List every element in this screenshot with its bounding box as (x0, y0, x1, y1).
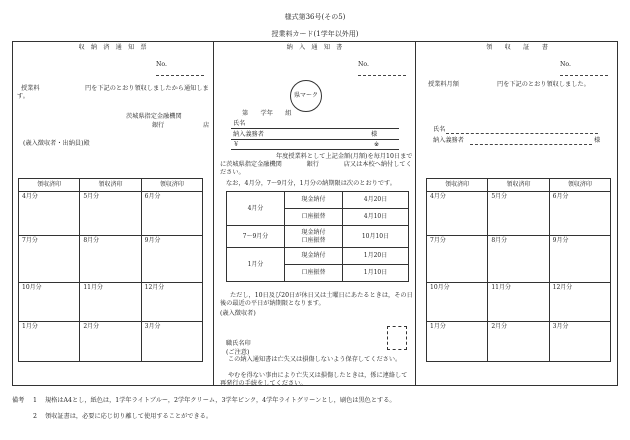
certificate-name-line (446, 133, 598, 134)
grid-cell: 1月分 (427, 322, 488, 362)
grid-cell: 4月分 (427, 192, 488, 236)
grid-cell: 9月分 (549, 236, 610, 283)
stamp-box (387, 326, 407, 350)
notice-yen: ￥ (233, 141, 240, 148)
schedule-method: 口座振替 (285, 209, 343, 226)
notice-paragraph-2: なお，4月分，7～9月分，1月分の納期限は次のとおりです。 (226, 180, 396, 187)
receipt-recipient: (歳入徴収者・出納員)殿 (23, 140, 90, 147)
grid-cell: 1月分 (19, 322, 80, 362)
notice-payee-name: 職氏名印 (226, 340, 251, 347)
grid-header: 領収済印 (19, 179, 80, 192)
schedule-period: 4月分 (227, 192, 285, 226)
certificate-payer-line (470, 144, 592, 145)
grid-header: 領収済印 (141, 179, 202, 192)
schedule-method: 現金納付 (285, 192, 343, 209)
remarks-note-2-number: 2 (33, 413, 37, 420)
grid-header: 領収済印 (427, 179, 488, 192)
grid-cell: 7月分 (427, 236, 488, 283)
grid-cell: 5月分 (80, 192, 141, 236)
grid-cell: 12月分 (549, 283, 610, 322)
grid-cell: 7月分 (19, 236, 80, 283)
schedule-period: 1月分 (227, 248, 285, 282)
notice-payer-line (231, 139, 399, 140)
receipt-no: No. (156, 61, 167, 68)
prefecture-seal: 県マーク (290, 80, 322, 112)
grid-cell: 11月分 (80, 283, 141, 322)
grid-cell: 8月分 (488, 236, 549, 283)
grid-cell: 6月分 (549, 192, 610, 236)
grid-cell: 6月分 (141, 192, 202, 236)
certificate-tuition-label: 授業料月額 (428, 81, 459, 88)
grid-header: 領収済印 (549, 179, 610, 192)
remarks-note-1: 規格はA4とし，紙色は，1学年ライトブルー，2学年クリーム，3学年ピンク，4学年ライトグリーンとし，刷色は黒色とする。 (45, 397, 396, 404)
schedule-method: 現金納付 (285, 248, 343, 265)
certificate-tuition-text: 円を下記のとおり領収しました。 (497, 81, 590, 88)
certificate-title: 領 収 証 書 (486, 44, 548, 51)
notice-title: 納 入 通 知 書 (286, 44, 343, 51)
form-number: 様式第36号(その5) (284, 13, 346, 21)
schedule-method: 口座振替 (285, 265, 343, 282)
grid-cell: 8月分 (80, 236, 141, 283)
receipt-tuition-label: 授業料 (21, 85, 40, 92)
notice-name-line (231, 128, 399, 129)
schedule-method: 現金納付 口座振替 (285, 226, 343, 248)
grid-header: 領収済印 (488, 179, 549, 192)
grid-header: 領収済印 (80, 179, 141, 192)
grid-cell: 3月分 (549, 322, 610, 362)
grid-cell: 11月分 (488, 283, 549, 322)
grid-cell: 10月分 (19, 283, 80, 322)
grid-cell: 3月分 (141, 322, 202, 362)
notice-name-label: 氏名 (233, 120, 246, 127)
notice-collector: (歳入徴収者) (220, 310, 256, 317)
notice-no-line (358, 75, 406, 76)
grid-cell: 4月分 (19, 192, 80, 236)
grid-cell: 12月分 (141, 283, 202, 322)
receipt-bank: 茨城県指定金融機関 (126, 113, 182, 120)
receipt-no-line (156, 75, 204, 76)
receipt-title: 収 納 済 通 知 票 (78, 44, 147, 51)
notice-asterisk: ※ (374, 141, 380, 148)
form-title: 授業料カード(1学年以外用) (271, 30, 359, 38)
notice-amount-line (231, 149, 399, 150)
remarks-note-1-number: 1 (33, 397, 37, 404)
grid-cell: 2月分 (488, 322, 549, 362)
certificate-payer-label: 納入義務者 (433, 137, 464, 144)
schedule-date: 1月10日 (343, 265, 409, 282)
schedule-date: 4月20日 (343, 192, 409, 209)
notice-caution-title: (ご注意) (226, 349, 250, 356)
notice-payer-label: 納入義務者 (233, 131, 264, 138)
notice-due-note: ただし，10日及び20日が休日又は土曜日にあたるときは，その日後の最近の平日が納期限となります。 (220, 292, 413, 307)
schedule-date: 1月20日 (343, 248, 409, 265)
grid-cell: 5月分 (488, 192, 549, 236)
notice-paragraph-1: 年度授業料として上記金額(月額)を毎月10日までに茨城県指定金融機関 銀行 店又は本校へ納付してください。 (220, 153, 413, 176)
certificate-payment-grid (426, 178, 611, 362)
certificate-name-label: 氏名 (433, 126, 446, 133)
receipt-payment-grid (18, 178, 203, 362)
receipt-branch: 店 (203, 122, 210, 129)
notice-no: No. (358, 61, 369, 68)
notice-sama: 様 (371, 131, 378, 138)
schedule-period: 7～9月分 (227, 226, 285, 248)
receipt-tuition-text: 円を下記のとおり領収しましたから通知します。 (17, 85, 209, 100)
notice-grade: 第 学年 組 (242, 110, 292, 117)
grid-cell: 10月分 (427, 283, 488, 322)
receipt-bank-suffix: 銀行 (152, 122, 165, 129)
certificate-no-line (560, 75, 608, 76)
remarks-label: 備考 (12, 397, 25, 404)
certificate-no: No. (560, 61, 571, 68)
notice-caution-1: この納入通知書は亡失又は損傷しないよう保存してください。 (228, 356, 402, 363)
certificate-sama: 様 (594, 137, 601, 144)
grid-cell: 9月分 (141, 236, 202, 283)
column-divider-right (415, 41, 416, 386)
grid-cell: 2月分 (80, 322, 141, 362)
remarks-note-2: 領収証書は，必要に応じ切り離して使用することができる。 (45, 413, 213, 420)
notice-caution-2: やむを得ない事由により亡失又は損傷したときは，係に連絡して再発行の手続をしてください。 (220, 372, 408, 387)
column-divider-left (213, 41, 214, 386)
schedule-date: 10月10日 (343, 226, 409, 248)
payment-schedule-table (226, 191, 409, 282)
schedule-date: 4月10日 (343, 209, 409, 226)
